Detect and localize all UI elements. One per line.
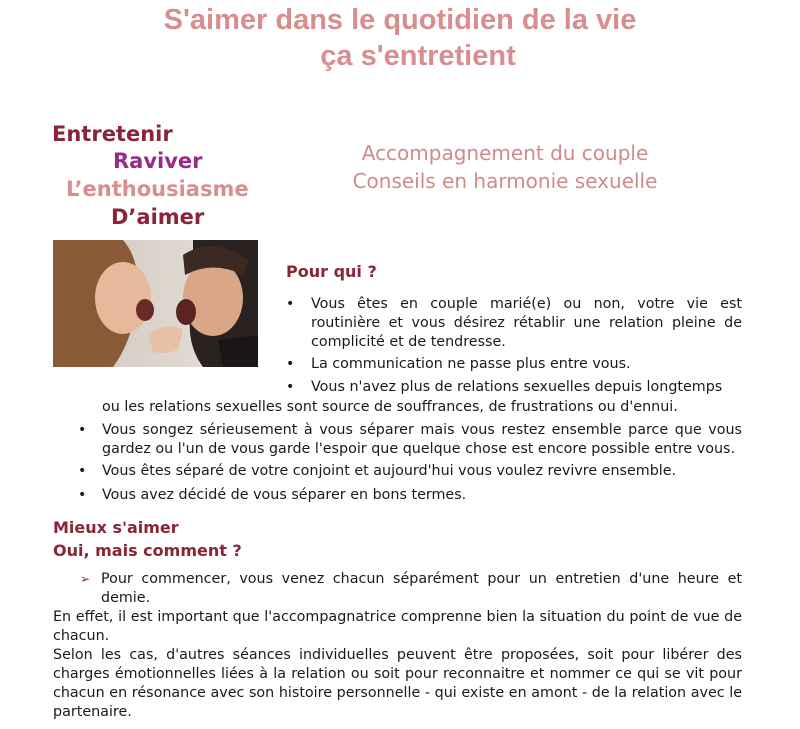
list-item: Vous avez décidé de vous séparer en bons termes.: [102, 487, 467, 503]
page-title-line-2: ça s'entretient: [320, 40, 516, 72]
bullet-dot: •: [286, 356, 295, 372]
page-title-line-1: S'aimer dans le quotidien de la vie: [163, 4, 637, 36]
arrow-bullet-icon: ➢: [80, 572, 91, 586]
list-item: Vous songez sérieusement à vous séparer mais vous restez ensemble parce que vous gardez ou l'un de vous garde l'espoir que quelque chose est encore possible entre vous.: [102, 422, 742, 457]
list-item-continued: ou les relations sexuelles sont source de souffrances, de frustrations ou d'ennui.: [102, 399, 678, 415]
list-item: La communication ne passe plus entre vous.: [311, 356, 631, 372]
paragraph-2: Selon les cas, d'autres séances individuelles peuvent être proposées, soit pour libérer des charges émotionnelles liées à la relation ou soit pour reconnaitre et nommer ce qui se vit pour chacun en résonance avec son histoire personnelle - qui existe en amont - de la relation avec le partenaire.: [53, 647, 742, 720]
accompaniment-line-2: Conseils en harmonie sexuelle: [352, 169, 658, 193]
bullet-dot: •: [286, 296, 295, 312]
word-aimer: D’aimer: [111, 205, 205, 229]
list-item: Vous n'avez plus de relations sexuelles depuis longtemps: [311, 379, 723, 395]
accompaniment-line-1: Accompagnement du couple: [361, 141, 649, 165]
arrow-list-item: Pour commencer, vous venez chacun séparément pour un entretien d'une heure et demie.: [101, 571, 742, 606]
pour-qui-heading: Pour qui ?: [286, 262, 377, 281]
bullet-dot: •: [78, 487, 87, 503]
list-item: Vous êtes séparé de votre conjoint et aujourd'hui vous voulez revivre ensemble.: [102, 463, 677, 479]
comment-heading: Oui, mais comment ?: [53, 541, 242, 560]
list-item: Vous êtes en couple marié(e) ou non, votre vie est routinière et vous désirez rétablir une relation pleine de complicité et de tendresse.: [311, 296, 742, 350]
couple-arguing-photo: [53, 240, 258, 367]
bullet-dot: •: [78, 422, 87, 438]
word-enthousiasme: L’enthousiasme: [66, 177, 249, 201]
bullet-dot: •: [286, 379, 295, 395]
mieux-heading: Mieux s'aimer: [53, 518, 179, 537]
paragraph-1: En effet, il est important que l'accompagnatrice comprenne bien la situation du point de vue de chacun.: [53, 609, 742, 644]
word-entretenir: Entretenir: [52, 122, 173, 146]
bullet-dot: •: [78, 463, 87, 479]
word-raviver: Raviver: [113, 149, 203, 173]
